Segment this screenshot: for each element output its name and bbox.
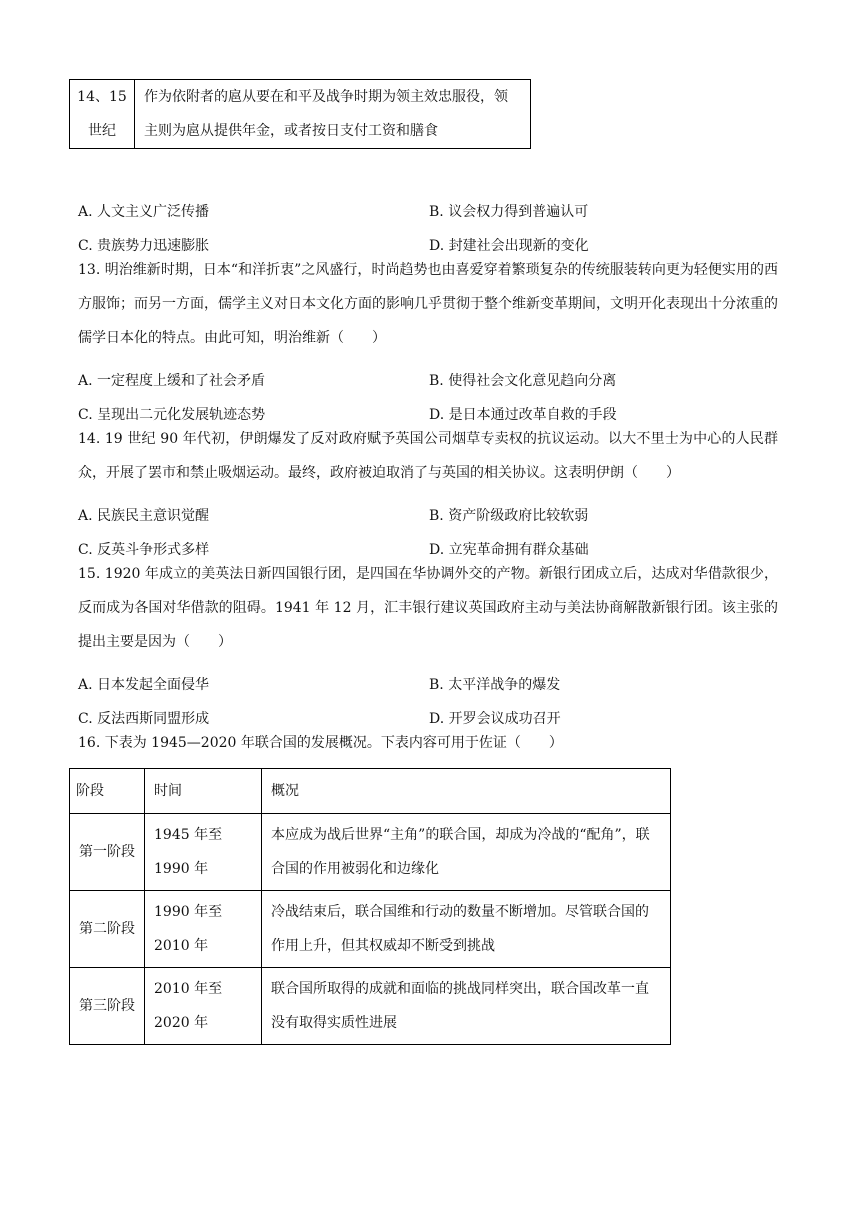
- time-cell: 1945 年至 1990 年: [145, 814, 262, 891]
- header-time: 时间: [145, 769, 262, 814]
- q15-option-a[interactable]: A. 日本发起全面侵华: [78, 677, 210, 693]
- table-row: [70, 814, 671, 891]
- q12-option-c[interactable]: C. 贵族势力迅速膨胀: [78, 238, 210, 254]
- overview-cell: 联合国所取得的成就和面临的挑战同样突出，联合国改革一直没有取得实质性进展: [262, 968, 671, 1045]
- q15-stem: 15. 1920 年成立的美英法日新四国银行团，是四国在华协调外交的产物。新银行团成立后，达成对华借款很少，反而成为各国对华借款的阻碍。1941 年 12 月，汇丰银行建议英国政府主动与美法协商解散新银行团。该主张的提出主要是因为（ ）: [78, 566, 778, 650]
- q15-option-d[interactable]: D. 开罗会议成功召开: [429, 711, 561, 727]
- stage-cell: 第三阶段: [70, 968, 145, 1045]
- header-overview: 概况: [262, 769, 671, 814]
- q13-option-a[interactable]: A. 一定程度上缓和了社会矛盾: [78, 373, 266, 389]
- time-cell: 1990 年至 2010 年: [145, 891, 262, 968]
- period-cell: 14、15世纪: [70, 80, 135, 149]
- q13-option-b[interactable]: B. 使得社会文化意见趋向分离: [429, 373, 617, 389]
- overview-cell: 本应成为战后世界“主角”的联合国，却成为冷战的“配角”，联合国的作用被弱化和边缘化: [262, 814, 671, 891]
- stage-cell: 第一阶段: [70, 814, 145, 891]
- q14-option-a[interactable]: A. 民族民主意识觉醒: [78, 508, 210, 524]
- un-development-table: [69, 768, 671, 1045]
- table-row: [70, 968, 671, 1045]
- q13-stem: 13. 明治维新时期，日本“和洋折衷”之风盛行，时尚趋势也由喜爱穿着繁琐复杂的传统服装转向更为轻便实用的西方服饰；而另一方面，儒学主义对日本文化方面的影响几乎贯彻于整个维新变革期间，文明开化表现出十分浓重的儒学日本化的特点。由此可知，明治维新（ ）: [78, 262, 778, 346]
- stage-cell: 第二阶段: [70, 891, 145, 968]
- header-stage: 阶段: [70, 769, 145, 814]
- q14-stem: 14. 19 世纪 90 年代初，伊朗爆发了反对政府赋予英国公司烟草专卖权的抗议运动。以大不里士为中心的人民群众，开展了罢市和禁止吸烟运动。最终，政府被迫取消了与英国的相关协议。这表明伊朗（ ）: [78, 431, 778, 481]
- q13-option-c[interactable]: C. 呈现出二元化发展轨迹态势: [78, 407, 266, 423]
- q15-option-c[interactable]: C. 反法西斯同盟形成: [78, 711, 210, 727]
- q14-option-b[interactable]: B. 资产阶级政府比较软弱: [429, 508, 589, 524]
- description-cell: 作为依附者的扈从要在和平及战争时期为领主效忠服役，领主则为扈从提供年金，或者按日支付工资和膳食: [135, 80, 531, 149]
- q12-option-b[interactable]: B. 议会权力得到普遍认可: [429, 204, 589, 220]
- q12-option-a[interactable]: A. 人文主义广泛传播: [78, 204, 210, 220]
- table-row: [70, 891, 671, 968]
- feudal-retainer-table: [69, 79, 531, 149]
- table-row: [70, 80, 531, 149]
- table-header-row: [70, 769, 671, 814]
- q14-option-c[interactable]: C. 反英斗争形式多样: [78, 542, 210, 558]
- q13-option-d[interactable]: D. 是日本通过改革自救的手段: [429, 407, 617, 423]
- overview-cell: 冷战结束后，联合国维和行动的数量不断增加。尽管联合国的作用上升，但其权威却不断受到挑战: [262, 891, 671, 968]
- time-cell: 2010 年至 2020 年: [145, 968, 262, 1045]
- q15-option-b[interactable]: B. 太平洋战争的爆发: [429, 677, 561, 693]
- q16-stem: 16. 下表为 1945—2020 年联合国的发展概况。下表内容可用于佐证（ ）: [78, 735, 563, 751]
- q14-option-d[interactable]: D. 立宪革命拥有群众基础: [429, 542, 589, 558]
- q12-option-d[interactable]: D. 封建社会出现新的变化: [429, 238, 589, 254]
